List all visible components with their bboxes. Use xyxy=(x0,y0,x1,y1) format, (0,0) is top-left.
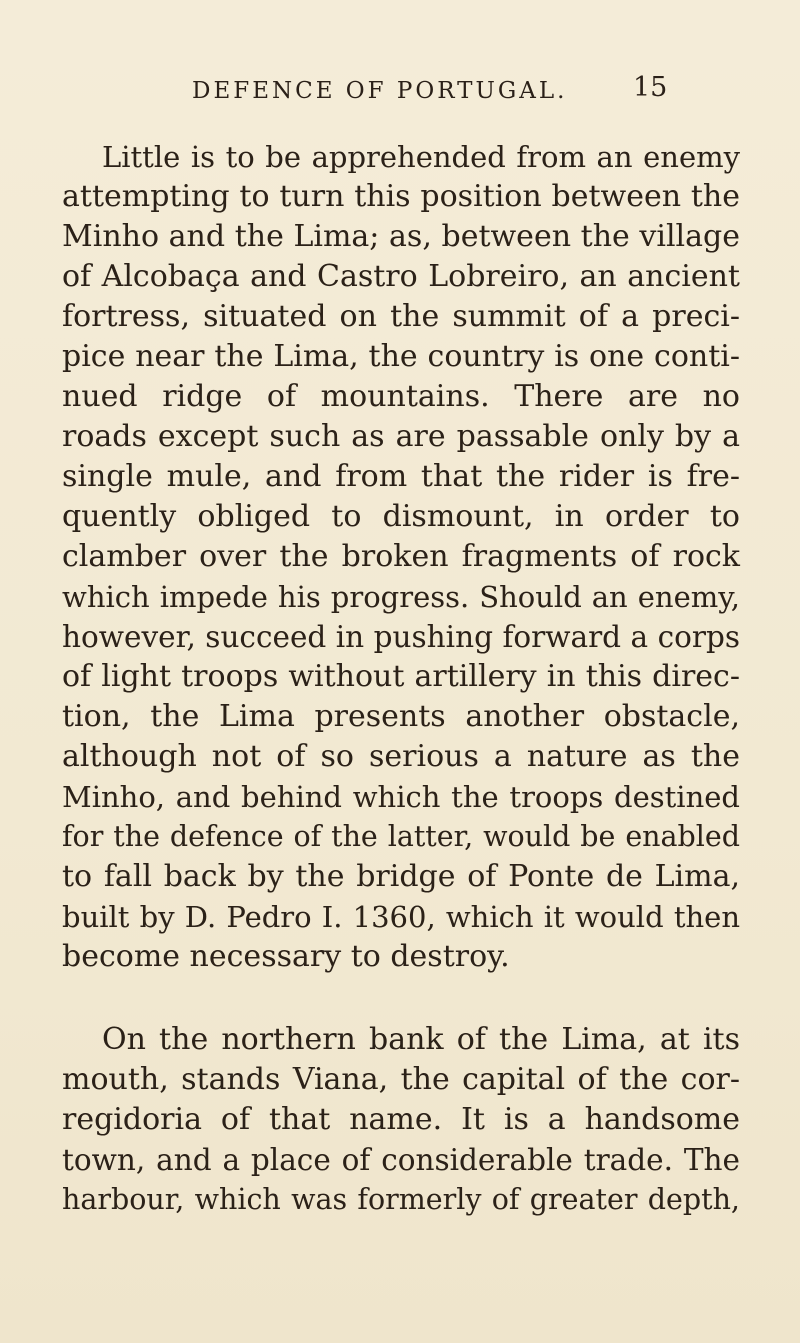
text-line: On the northern bank of the Lima, at its xyxy=(102,1022,740,1057)
text-line: Little is to be apprehended from an enemy xyxy=(102,140,740,174)
text-line: attempting to turn this position between the xyxy=(62,179,740,214)
text-line: for the defence of the latter, would be enabled xyxy=(62,820,740,853)
text-line: of Alcobaça and Castro Lobreiro, an ancient xyxy=(62,259,740,294)
text-line: although not of so serious a nature as the xyxy=(62,739,740,774)
text-line: Minho, and behind which the troops destined xyxy=(62,780,740,814)
text-line: built by D. Pedro I. 1360, which it would then xyxy=(62,900,740,934)
text-line: quently obliged to dismount, in order to xyxy=(62,499,740,534)
text-line: nued ridge of mountains. There are no xyxy=(62,379,740,414)
text-line: Minho and the Lima; as, between the village xyxy=(62,219,740,254)
text-line: harbour, which was formerly of greater depth, xyxy=(62,1183,740,1216)
text-line: of light troops without artillery in this direc- xyxy=(62,659,740,694)
text-line: however, succeed in pushing forward a corps xyxy=(62,620,740,654)
page-number: 15 xyxy=(633,72,668,103)
text-line: fortress, situated on the summit of a preci- xyxy=(62,299,740,334)
text-line: to fall back by the bridge of Ponte de Lima, xyxy=(62,859,740,894)
text-line: town, and a place of considerable trade. The xyxy=(62,1143,740,1177)
text-line: mouth, stands Viana, the capital of the cor- xyxy=(62,1062,740,1097)
text-line: become necessary to destroy. xyxy=(62,939,510,974)
text-line: tion, the Lima presents another obstacle, xyxy=(62,699,740,734)
text-line: clamber over the broken fragments of rock xyxy=(62,539,740,574)
text-line: which impede his progress. Should an enemy, xyxy=(62,580,740,614)
text-line: regidoria of that name. It is a handsome xyxy=(62,1102,740,1137)
running-title: DEFENCE OF PORTUGAL. xyxy=(192,78,568,104)
text-line: roads except such as are passable only by a xyxy=(62,419,740,454)
text-line: pice near the Lima, the country is one conti- xyxy=(62,339,740,374)
text-line: single mule, and from that the rider is fre- xyxy=(62,459,740,494)
